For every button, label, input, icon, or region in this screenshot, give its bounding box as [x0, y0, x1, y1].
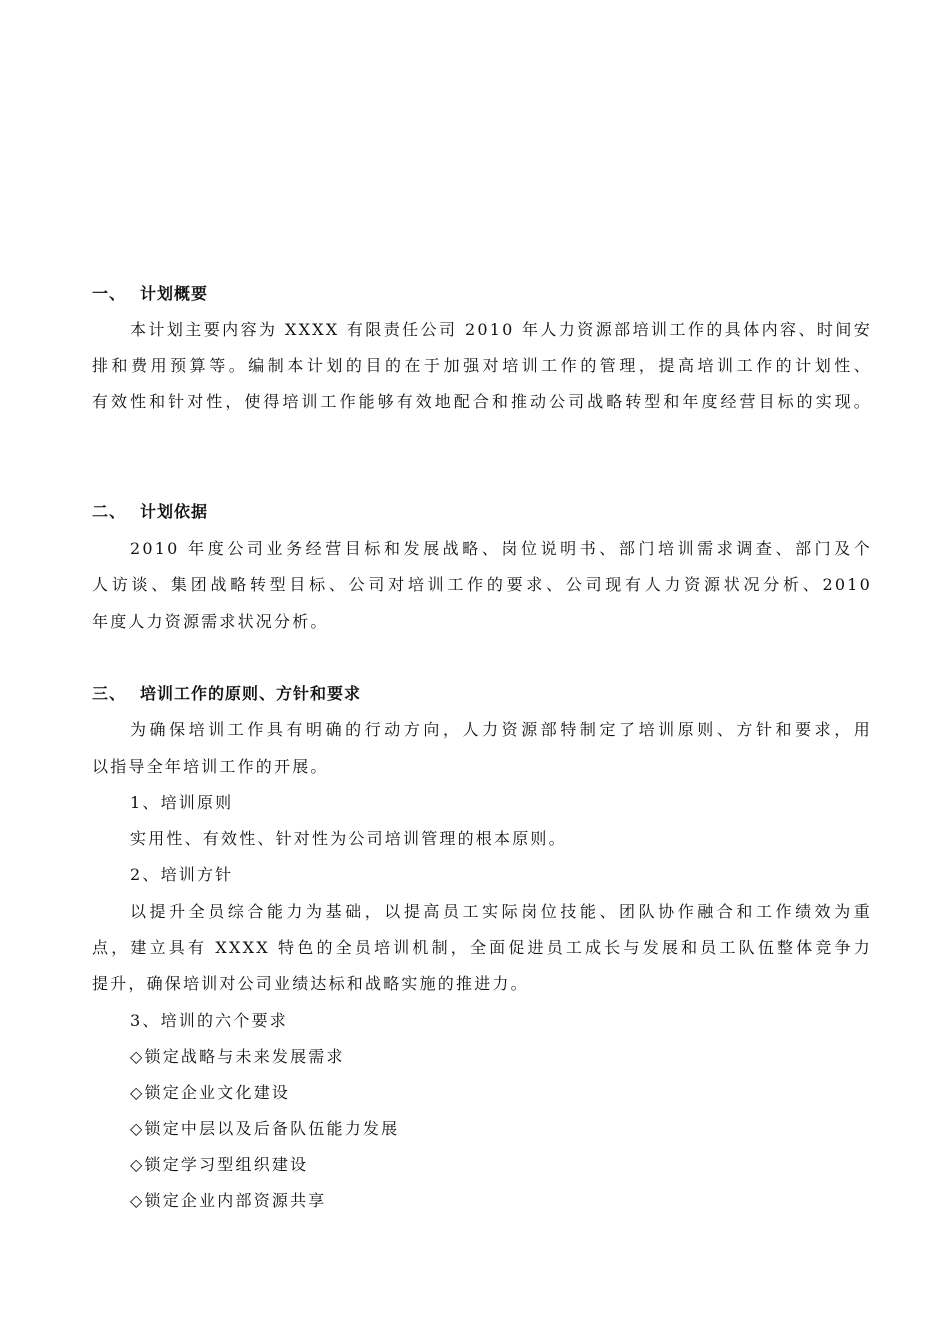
paragraph-line: 人访谈、集团战略转型目标、公司对培训工作的要求、公司现有人力资源状况分析、2010: [92, 575, 872, 594]
paragraph-line: 有效性和针对性，使得培训工作能够有效地配合和推动公司战略转型和年度经营目标的实现。: [92, 392, 872, 411]
paragraph-line: 年度人力资源需求状况分析。: [92, 612, 329, 631]
section-heading-3: [92, 682, 872, 706]
paragraph-line: 为确保培训工作具有明确的行动方向，人力资源部特制定了培训原则、方针和要求，用: [130, 720, 872, 739]
section-number-1: 一、: [92, 284, 127, 303]
section-title-2: 计划依据: [140, 502, 209, 521]
paragraph-line: 提升，确保培训对公司业绩达标和战略实施的推进力。: [92, 974, 529, 993]
list-item: ◇锁定企业内部资源共享: [130, 1191, 327, 1210]
list-item: ◇锁定战略与未来发展需求: [130, 1047, 345, 1066]
paragraph-line: 排和费用预算等。编制本计划的目的在于加强对培训工作的管理，提高培训工作的计划性、: [92, 356, 872, 375]
paragraph-line: 以提升全员综合能力为基础，以提高员工实际岗位技能、团队协作融合和工作绩效为重: [130, 902, 872, 921]
list-item: ◇锁定中层以及后备队伍能力发展: [130, 1119, 400, 1138]
section-title-3: 培训工作的原则、方针和要求: [140, 684, 362, 703]
list-item: ◇锁定学习型组织建设: [130, 1155, 309, 1174]
paragraph-line: 2010 年度公司业务经营目标和发展战略、岗位说明书、部门培训需求调查、部门及个: [130, 539, 872, 558]
section-number-3: 三、: [92, 684, 127, 703]
list-item: ◇锁定企业文化建设: [130, 1083, 291, 1102]
section-number-2: 二、: [92, 502, 127, 521]
paragraph-line: 以指导全年培训工作的开展。: [92, 757, 329, 776]
paragraph-line: 本计划主要内容为 XXXX 有限责任公司 2010 年人力资源部培训工作的具体内容、时间安: [130, 320, 872, 339]
section-heading-2: [92, 500, 872, 524]
subsection-title-policy: 2、培训方针: [130, 865, 234, 884]
subsection-title-requirements: 3、培训的六个要求: [130, 1011, 288, 1030]
section-heading-1: [92, 282, 872, 306]
section-title-1: 计划概要: [140, 284, 209, 303]
paragraph-line: 实用性、有效性、针对性为公司培训管理的根本原则。: [130, 829, 567, 848]
paragraph-line: 点，建立具有 XXXX 特色的全员培训机制，全面促进员工成长与发展和员工队伍整体竞争力: [92, 938, 872, 957]
subsection-title-principle: 1、培训原则: [130, 793, 234, 812]
